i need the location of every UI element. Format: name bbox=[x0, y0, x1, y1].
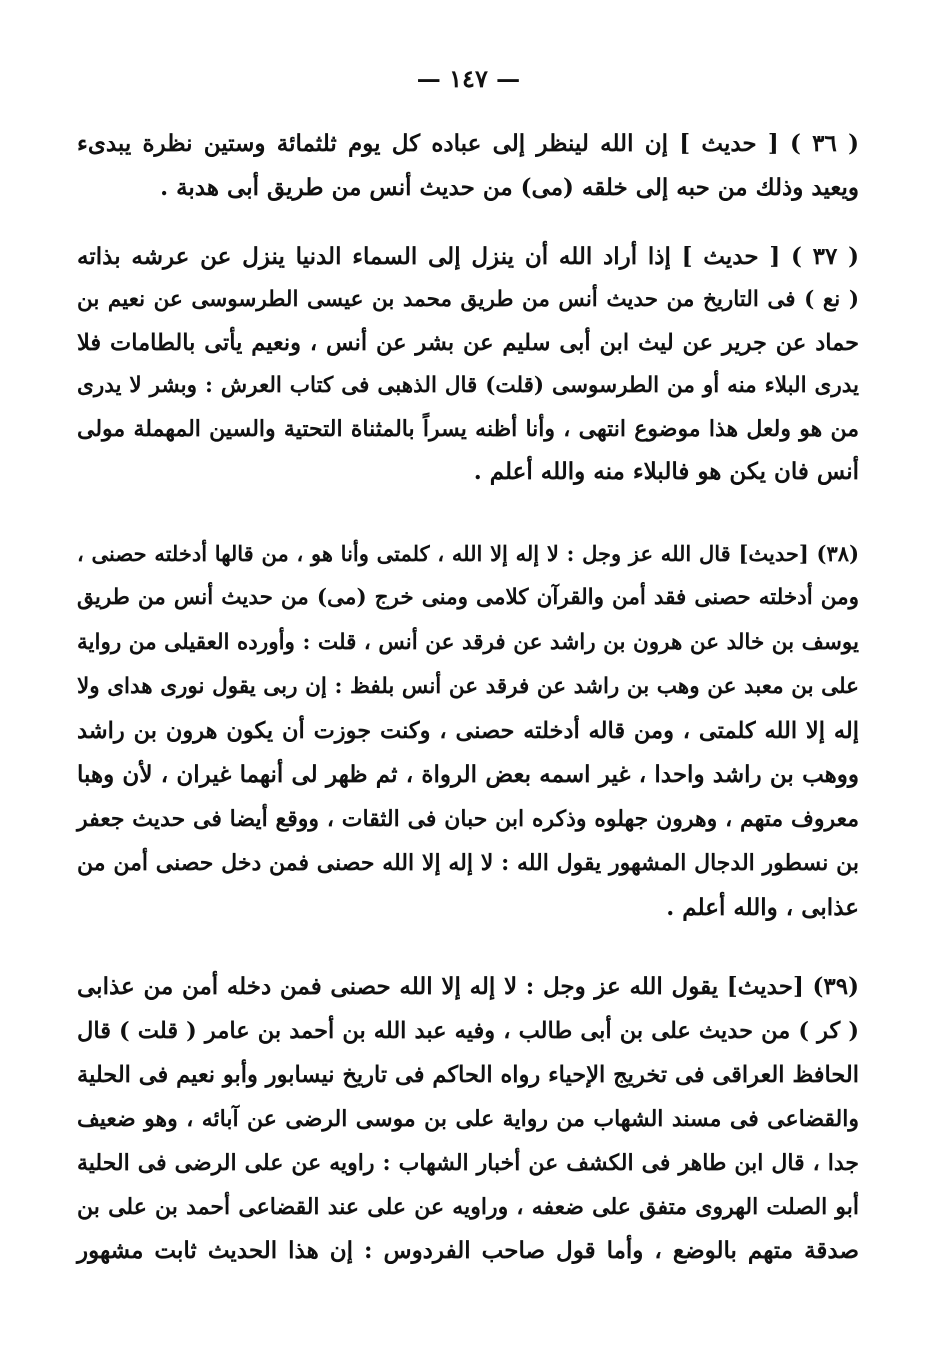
text-line: بن نسطور الدجال المشهور يقول الله : لا إله إلا الله حصنى فمن دخل حصنى أمن من bbox=[77, 850, 859, 876]
text-line: إله إلا الله كلمتى ، ومن قاله أدخلته حصنى ، وكنت جوزت أن يكون هرون بن راشد bbox=[77, 718, 859, 744]
text-line: من هو ولعل هذا موضوع انتهى ، وأنا أظنه يسراً بالمثناة التحتية والسين المهملة مولى bbox=[77, 416, 859, 442]
text-line: ( ٣٧ ) [ حديث ] إذا أراد الله أن ينزل إلى السماء الدنيا ينزل عن عرشه بذاته bbox=[77, 243, 860, 270]
text-line: (٣٨) [حديث] قال الله عز وجل : لا إله إلا الله ، كلمتى وأنا هو ، من قالها أدخلته حصنى ، bbox=[77, 541, 859, 566]
text-line: معروف متهم ، وهرون جهلوه وذكره ابن حبان فى الثقات ، ووقع أيضا فى حديث جعفر bbox=[77, 806, 859, 832]
text-line: حماد عن جرير عن ليث ابن أبى سليم عن بشر عن أنس ، ونعيم يأتى بالطامات فلا bbox=[77, 330, 859, 356]
text-line: ويعيد وذلك من حبه إلى خلقه (مى) من حديث أنس من طريق أبى هدبة . bbox=[160, 174, 859, 201]
text-line: ( ٣٦ ) [ حديث ] إن الله لينظر إلى عباده كل يوم ثلثمائة وستين نظرة يبدىء bbox=[77, 130, 860, 157]
text-line: أنس فان يكن هو فالبلاء منه والله أعلم . bbox=[473, 458, 859, 485]
text-line: ( نع ) فى التاريخ من حديث أنس من طريق محمد بن عيسى الطرسوسى عن نعيم بن bbox=[77, 287, 859, 312]
text-line: على بن معبد عن وهب بن راشد عن فرقد عن أنس بلفظ : إن ربى يقول نورى هداى ولا bbox=[77, 674, 859, 699]
text-line: أبو الصلت الهروى متفق على ضعفه ، وراويه عن على عند القضاعى أحمد بن على بن bbox=[77, 1194, 859, 1220]
text-line: (٣٩) [حديث] يقول الله عز وجل : لا إله إلا الله حصنى فمن دخله أمن من عذابى bbox=[77, 973, 859, 1000]
text-line: ومن أدخلته حصنى فقد أمن والقرآن كلامى ومنى خرج (مى) من حديث أنس من طريق bbox=[77, 585, 859, 610]
text-line: يوسف بن خالد عن هرون بن راشد عن فرقد عن أنس ، قلت : وأورده العقيلى من رواية bbox=[77, 630, 859, 655]
text-line: صدقة متهم بالوضع ، وأما قول صاحب الفردوس : إن هذا الحديث ثابت مشهور bbox=[77, 1237, 859, 1264]
text-line: ( كر ) من حديث على بن أبى طالب ، وفيه عبد الله بن أحمد بن عامر ( قلت ) قال bbox=[77, 1018, 859, 1044]
text-line: جدا ، قال ابن طاهر فى الكشف عن أخبار الشهاب : راويه عن على الرضى فى الحلية bbox=[77, 1150, 859, 1176]
text-line: الحافظ العراقى فى تخريج الإحياء رواه الحاكم فى تاريخ نيسابور وأبو نعيم فى الحلية bbox=[77, 1062, 859, 1088]
text-line: ووهب بن راشد واحدا ، غير اسمه بعض الرواة ، ثم ظهر لى أنهما غيران ، لأن وهبا bbox=[77, 761, 859, 788]
text-line: والقضاعى فى مسند الشهاب من رواية على بن موسى الرضى عن آبائه ، وهو ضعيف bbox=[77, 1106, 859, 1132]
text-line: عذابى ، والله أعلم . bbox=[666, 894, 859, 921]
page-number: — ١٤٧ — bbox=[416, 64, 521, 93]
text-line: يدرى البلاء منه أو من الطرسوسى (قلت) قال الذهبى فى كتاب العرش : وبشر لا يدرى bbox=[77, 373, 859, 398]
